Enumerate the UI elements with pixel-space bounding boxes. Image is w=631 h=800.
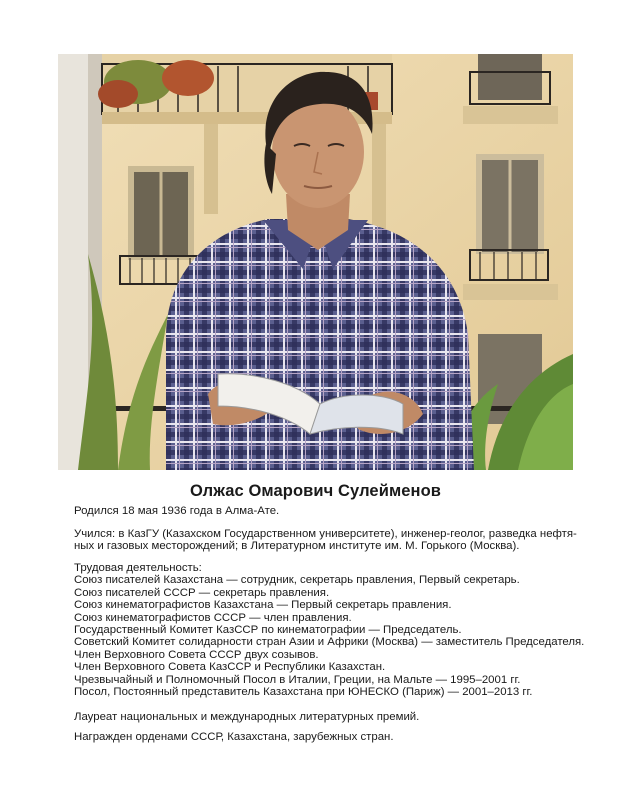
laureate-info: Лауреат национальных и международных литературных премий. xyxy=(74,711,420,723)
work-heading: Трудовая деятельность: xyxy=(74,562,202,574)
work-item: Государственный Комитет КазССР по кинематографии — Председатель. xyxy=(74,624,462,637)
work-item: Чрезвычайный и Полномочный Посол в Италии, Греции, на Мальте — 1995–2001 гг. xyxy=(74,673,521,686)
work-item: Член Верховного Совета КазССР и Республики Казахстан. xyxy=(74,661,386,674)
person-name: Олжас Омарович Сулейменов xyxy=(189,482,442,500)
education-paragraph xyxy=(74,528,577,553)
work-item: Посол, Постоянный представитель Казахстана при ЮНЕСКО (Париж) — 2001–2013 гг. xyxy=(74,686,533,699)
work-item: Член Верховного Совета СССР двух созывов. xyxy=(74,648,319,661)
work-item: Союз кинематографистов Казахстана — Первый секретарь правления. xyxy=(74,599,452,612)
portrait-photo xyxy=(58,54,573,470)
education-line: ных и газовых месторождений; в Литературном институте им. М. Горького (Москва). xyxy=(74,540,520,553)
work-item: Союз писателей СССР — секретарь правления. xyxy=(74,586,330,599)
work-item: Советский Комитет солидарности стран Азии и Африки (Москва) — заместитель Председателя. xyxy=(74,636,585,649)
birth-info: Родился 18 мая 1936 года в Алма-Ате. xyxy=(74,505,280,517)
work-history xyxy=(74,562,585,699)
awards-info: Награжден орденами СССР, Казахстана, зарубежных стран. xyxy=(74,731,394,743)
work-item: Союз кинематографистов СССР — член правления. xyxy=(74,611,352,624)
education-line: Учился: в КазГУ (Казахском Государственном университете), инженер-геолог, разведка нефтя- xyxy=(74,528,577,540)
work-item: Союз писателей Казахстана — сотрудник, секретарь правления, Первый секретарь. xyxy=(74,574,520,587)
